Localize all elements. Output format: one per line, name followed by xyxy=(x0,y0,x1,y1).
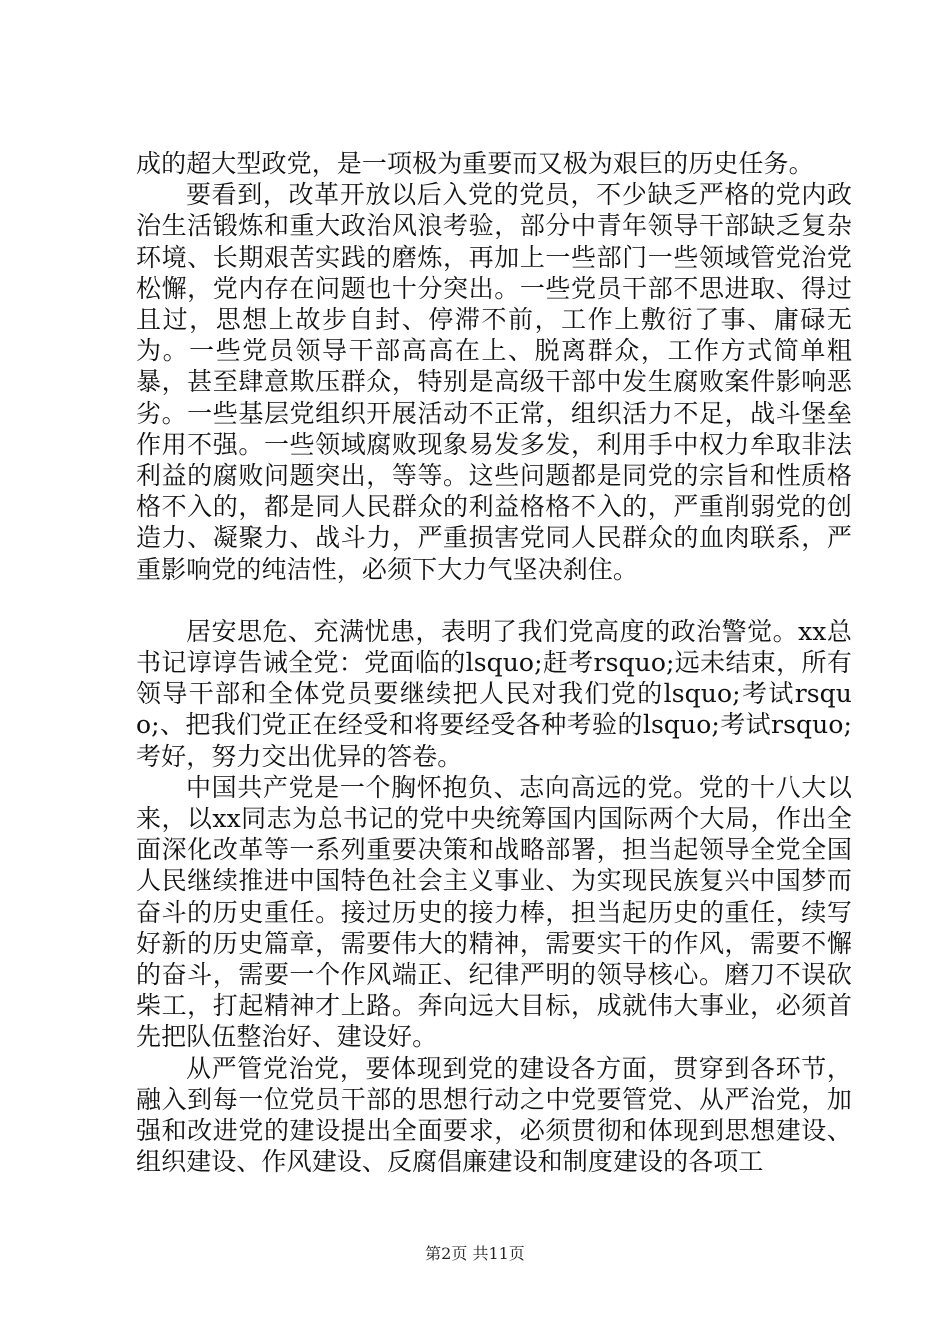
paragraph-political-vigilance: 居安思危、充满忧患，表明了我们党高度的政治警觉。xx总书记谆谆告诫全党：党面临的lsquo;赶考rsquo;远未结束，所有领导干部和全体党员要继续把人民对我们党的lsquo;考试rsquo;、把我们党正在经受和将要经受各种考验的lsquo;考试rsquo;考好，努力交出优异的答卷。 xyxy=(136,616,852,771)
paragraph-party-problems: 要看到，改革开放以后入党的党员，不少缺乏严格的党内政治生活锻炼和重大政治风浪考验，部分中青年领导干部缺乏复杂环境、长期艰苦实践的磨炼，再加上一些部门一些领域管党治党松懈，党内存在问题也十分突出。一些党员干部不思进取、得过且过，思想上故步自封、停滞不前，工作上敷衍了事、庸碌无为。一些党员领导干部高高在上、脱离群众，工作方式简单粗暴，甚至肆意欺压群众，特别是高级干部中发生腐败案件影响恶劣。一些基层党组织开展活动不正常，组织活力不足，战斗堡垒作用不强。一些领域腐败现象易发多发，利用手中权力牟取非法利益的腐败问题突出，等等。这些问题都是同党的宗旨和性质格格不入的，都是同人民群众的利益格格不入的，严重削弱党的创造力、凝聚力、战斗力，严重损害党同人民群众的血肉联系，严重影响党的纯洁性，必须下大力气坚决刹住。 xyxy=(136,180,852,584)
paragraph-continuation: 成的超大型政党，是一项极为重要而又极为艰巨的历史任务。 xyxy=(136,149,814,178)
paragraph-strict-governance: 从严管党治党，要体现到党的建设各方面，贯穿到各环节，融入到每一位党员干部的思想行动之中党要管党、从严治党，加强和改进党的建设提出全面要求，必须贯彻和体现到思想建设、组织建设、作风建设、反腐倡廉建设和制度建设的各项工 xyxy=(136,1053,852,1177)
document-body xyxy=(136,148,852,1178)
page-number-footer: 第2页 共11页 xyxy=(425,1244,525,1263)
paragraph-party-ambition: 中国共产党是一个胸怀抱负、志向高远的党。党的十八大以来，以xx同志为总书记的党中央统筹国内国际两个大局，作出全面深化改革等一系列重要决策和战略部署，担当起领导全党全国人民继续推进中国特色社会主义事业、为实现民族复兴中国梦而奋斗的历史重任。接过历史的接力棒，担当起历史的重任，续写好新的历史篇章，需要伟大的精神，需要实干的作风，需要不懈的奋斗，需要一个作风端正、纪律严明的领导核心。磨刀不误砍柴工，打起精神才上路。奔向远大目标，成就伟大事业，必须首先把队伍整治好、建设好。 xyxy=(136,772,852,1052)
